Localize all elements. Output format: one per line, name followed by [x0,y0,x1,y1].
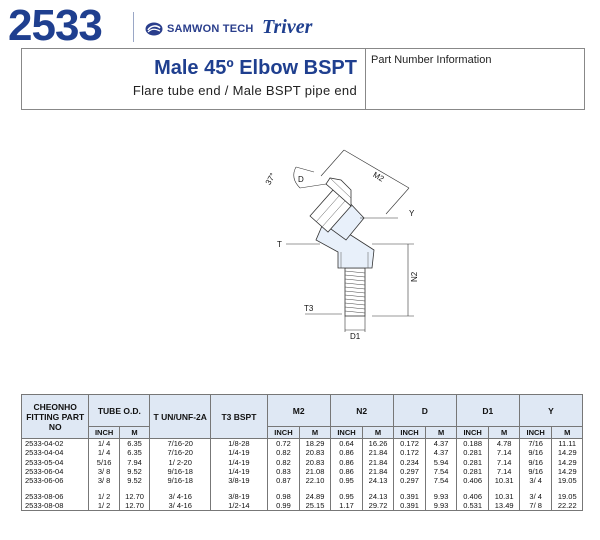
table-cell: 1/ 4 [89,439,119,449]
table-cell: 1/4-19 [211,448,268,457]
table-cell: 21.84 [363,448,393,457]
table-cell: 18.29 [300,439,330,449]
table-cell: 1/2-14 [211,501,268,511]
table-cell: 0.95 [330,476,363,485]
table-cell: 22.22 [552,501,583,511]
header-y: Y [519,395,582,427]
table-cell: 6.35 [119,439,149,449]
table-cell: 6.35 [119,448,149,457]
part-number-cell: 2533-04-04 [22,448,89,457]
table-cell: 7.14 [489,467,519,476]
table-cell: 7/ 8 [519,501,552,511]
angle-label: 37° [263,171,278,187]
table-cell: 14.29 [552,458,583,467]
table-cell: 0.391 [393,501,426,511]
spec-table [21,394,583,511]
table-cell: 9/16-18 [150,476,211,485]
table-cell: 7/16-20 [150,439,211,449]
spec-table-body [22,439,583,511]
table-cell: 7/16 [519,439,552,449]
table-cell: 24.13 [363,491,393,500]
table-cell: 7.14 [489,458,519,467]
table-cell: 9.93 [426,501,456,511]
part-info-label: Part Number Information [371,54,492,66]
n2-label: N2 [410,271,419,282]
table-cell: 24.89 [300,491,330,500]
part-number-cell: 2533-08-06 [22,491,89,500]
d1-label: D1 [350,332,361,341]
table-cell: 0.72 [267,439,300,449]
table-cell: 0.86 [330,467,363,476]
table-cell: 0.297 [393,476,426,485]
table-cell: 0.172 [393,448,426,457]
table-cell: 21.84 [363,458,393,467]
table-cell: 0.531 [456,501,489,511]
table-cell: 1/ 2-20 [150,458,211,467]
table-cell: 3/ 4-16 [150,491,211,500]
table-cell: 3/8-19 [211,491,268,500]
unit-m: M [426,427,456,439]
unit-m: M [300,427,330,439]
table-cell: 0.82 [267,458,300,467]
table-cell: 3/ 8 [89,476,119,485]
table-cell: 16.26 [363,439,393,449]
table-cell: 24.13 [363,476,393,485]
d-label: D [298,175,304,184]
samwon-brand-text: SAMWON TECH [167,23,254,35]
table-cell: 11.11 [552,439,583,449]
table-cell: 0.86 [330,448,363,457]
table-cell: 0.172 [393,439,426,449]
unit-inch: INCH [393,427,426,439]
table-cell: 1/4-19 [211,458,268,467]
table-cell: 9.52 [119,467,149,476]
header-m2: M2 [267,395,330,427]
unit-inch: INCH [519,427,552,439]
table-cell: 21.84 [363,467,393,476]
table-cell: 1/4-19 [211,467,268,476]
table-cell: 9.52 [119,476,149,485]
table-cell: 14.29 [552,467,583,476]
table-cell: 5.94 [426,458,456,467]
table-cell: 3/ 4-16 [150,501,211,511]
table-cell: 7.54 [426,476,456,485]
table-cell: 0.281 [456,467,489,476]
unit-inch: INCH [456,427,489,439]
table-cell: 20.83 [300,448,330,457]
table-cell: 20.83 [300,458,330,467]
header-d1: D1 [456,395,519,427]
table-cell: 9.93 [426,491,456,500]
table-cell: 3/ 4 [519,491,552,500]
table-cell: 1/ 2 [89,501,119,511]
table-cell: 9/16 [519,448,552,457]
header-t: T UN/UNF-2A [150,395,211,439]
table-cell: 0.234 [393,458,426,467]
table-row [22,476,583,485]
table-cell: 0.98 [267,491,300,500]
table-row [22,501,583,511]
table-cell: 22.10 [300,476,330,485]
table-cell: 10.31 [489,476,519,485]
table-cell: 9/16 [519,467,552,476]
table-cell: 0.87 [267,476,300,485]
unit-inch: INCH [267,427,300,439]
part-number-cell: 2533-08-08 [22,501,89,511]
table-cell: 0.406 [456,476,489,485]
table-cell: 4.78 [489,439,519,449]
product-title: Male 45º Elbow BSPT [154,57,357,79]
unit-inch: INCH [89,427,119,439]
header-part-no: CHEONHO FITTING PART NO [22,395,89,439]
table-cell: 12.70 [119,501,149,511]
unit-inch: INCH [330,427,363,439]
header-n2: N2 [330,395,393,427]
header-d: D [393,395,456,427]
part-number-cell: 2533-04-02 [22,439,89,449]
table-cell: 0.281 [456,458,489,467]
part-number-cell: 2533-06-06 [22,476,89,485]
part-number-cell: 2533-05-04 [22,458,89,467]
table-cell: 19.05 [552,491,583,500]
table-cell: 7.94 [119,458,149,467]
table-cell: 0.99 [267,501,300,511]
table-cell: 3/ 8 [89,467,119,476]
header-t3: T3 BSPT [211,395,268,439]
fitting-body [310,178,374,316]
table-cell: 9/16-18 [150,467,211,476]
table-row [22,439,583,449]
table-cell: 0.64 [330,439,363,449]
model-number: 2533 [8,1,102,50]
t-label: T [277,240,282,249]
table-cell: 0.406 [456,491,489,500]
table-cell: 0.86 [330,458,363,467]
triver-brand: Triver [262,16,313,38]
table-cell: 0.188 [456,439,489,449]
table-cell: 4.37 [426,439,456,449]
table-cell: 25.15 [300,501,330,511]
table-cell: 3/8-19 [211,476,268,485]
table-cell: 4.37 [426,448,456,457]
table-cell: 7.54 [426,467,456,476]
table-cell: 0.83 [267,467,300,476]
y-label: Y [409,209,415,218]
table-cell: 10.31 [489,491,519,500]
table-cell: 7/16-20 [150,448,211,457]
table-cell: 1/ 2 [89,491,119,500]
table-cell: 7.14 [489,448,519,457]
table-cell: 29.72 [363,501,393,511]
table-cell: 19.05 [552,476,583,485]
table-cell: 12.70 [119,491,149,500]
table-cell: 1/8-28 [211,439,268,449]
t3-label: T3 [304,304,314,313]
table-cell: 0.82 [267,448,300,457]
table-cell: 13.49 [489,501,519,511]
unit-m: M [552,427,583,439]
table-row [22,491,583,500]
unit-m: M [489,427,519,439]
table-cell: 3/ 4 [519,476,552,485]
table-cell: 0.297 [393,467,426,476]
table-cell: 5/16 [89,458,119,467]
product-subtitle: Flare tube end / Male BSPT pipe end [132,83,357,98]
table-cell: 0.95 [330,491,363,500]
m2-label: M2 [371,170,386,184]
table-cell: 0.391 [393,491,426,500]
table-cell: 1.17 [330,501,363,511]
unit-m: M [119,427,149,439]
part-number-cell: 2533-06-04 [22,467,89,476]
table-row [22,448,583,457]
table-cell: 14.29 [552,448,583,457]
table-cell: 1/ 4 [89,448,119,457]
table-cell: 21.08 [300,467,330,476]
table-row [22,467,583,476]
header-tube-od: TUBE O.D. [89,395,150,427]
table-cell: 9/16 [519,458,552,467]
unit-m: M [363,427,393,439]
table-cell: 0.281 [456,448,489,457]
table-row [22,458,583,467]
